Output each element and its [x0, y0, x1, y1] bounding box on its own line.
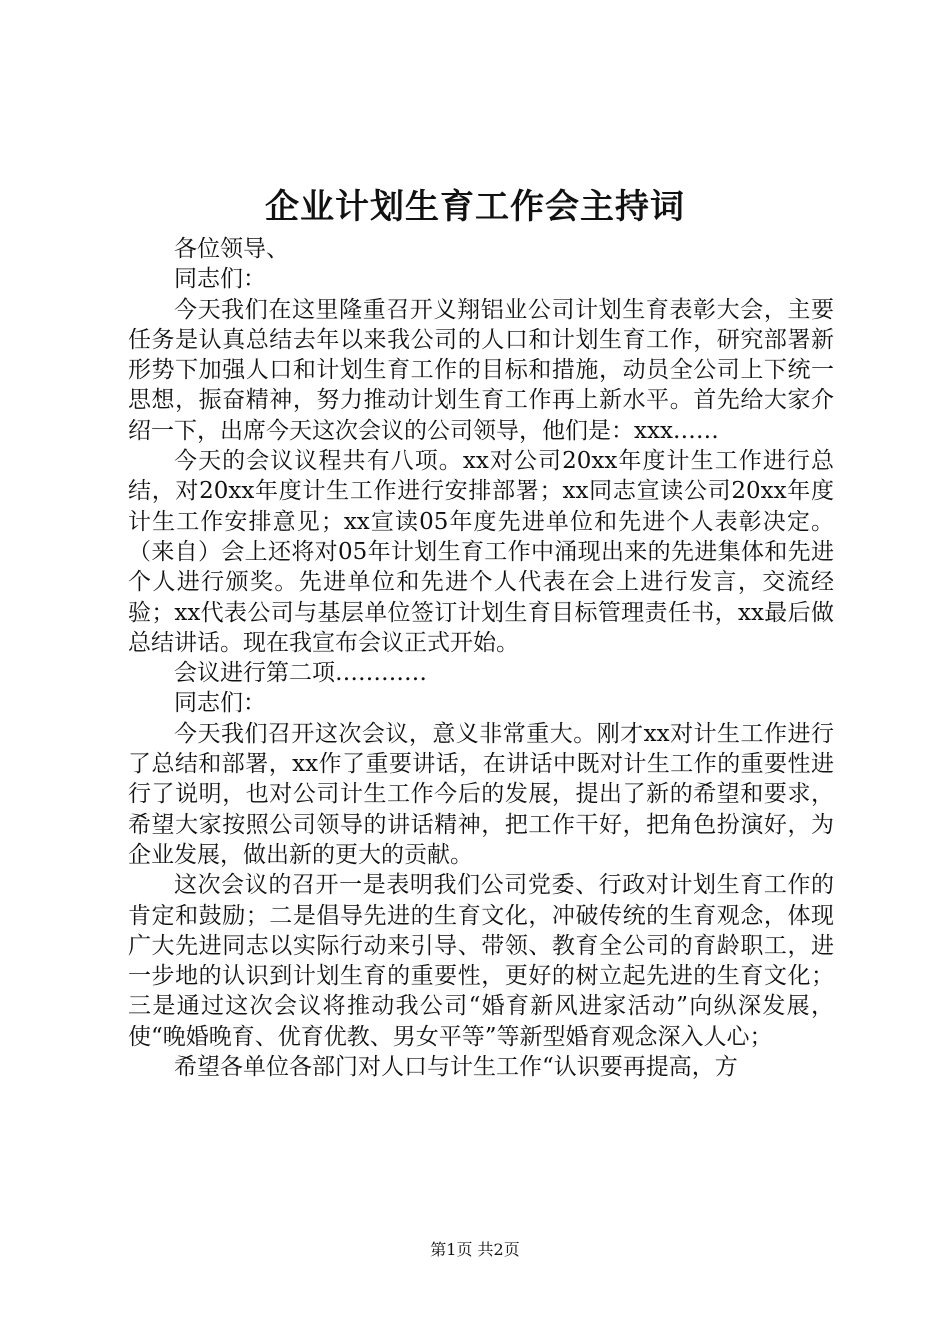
paragraph-significance: 今天我们召开这次会议，意义非常重大。刚才xx对计生工作进行了总结和部署，xx作了重要讲话，在讲话中既对计生工作的重要性进行了说明，也对公司计生工作今后的发展，提出了新的希望和要求，希望大家按照公司领导的讲话精神，把工作干好，把角色扮演好，为企业发展，做出新的更大的贡献。 [128, 720, 834, 868]
document-title: 企业计划生育工作会主持词 [265, 187, 685, 227]
document-body [128, 234, 834, 1082]
page-number: 第1页 [430, 1240, 473, 1259]
paragraph-purpose: 这次会议的召开一是表明我们公司党委、行政对计划生育工作的肯定和鼓励；二是倡导先进的生育文化，冲破传统的生育观念，体现广大先进同志以实际行动来引导、带领、教育全公司的育龄职工，进一步地的认识到计划生育的重要性，更好的树立起先进的生育文化；三是通过这次会议将推动我公司“婚育新风进家活动”向纵深发展，使“晚婚晚育、优育优教、男女平等”等新型婚育观念深入人心； [128, 872, 834, 1050]
paragraph-opening: 今天我们在这里隆重召开义翔铝业公司计划生育表彰大会，主要任务是认真总结去年以来我公司的人口和计划生育工作，研究部署新形势下加强人口和计划生育工作的目标和措施，动员全公司上下统一思想，振奋精神，努力推动计划生育工作再上新水平。首先给大家介绍一下，出席今天这次会议的公司领导，他们是：xxx…… [128, 296, 834, 444]
paragraph-salutation-comrades-2: 同志们： [174, 690, 266, 717]
paragraph-hope: 希望各单位各部门对人口与计生工作“认识要再提高，方 [174, 1054, 738, 1081]
page-total: 共2页 [477, 1240, 520, 1259]
paragraph-salutation-leaders: 各位领导、 [174, 236, 289, 262]
page-footer [0, 1238, 950, 1262]
paragraph-salutation-comrades: 同志们： [174, 266, 266, 293]
paragraph-agenda: 今天的会议议程共有八项。xx对公司20xx年度计生工作进行总结，对20xx年度计生工作进行安排部署；xx同志宣读公司20xx年度计生工作安排意见；xx宣读05年度先进单位和先进个人表彰决定。（来自）会上还将对05年计划生育工作中涌现出来的先进集体和先进个人进行颁奖。先进单位和先进个人代表在会上进行发言，交流经验；xx代表公司与基层单位签订计划生育目标管理责任书，xx最后做总结讲话。现在我宣布会议正式开始。 [128, 448, 834, 656]
paragraph-second-item: 会议进行第二项………… [174, 660, 427, 687]
